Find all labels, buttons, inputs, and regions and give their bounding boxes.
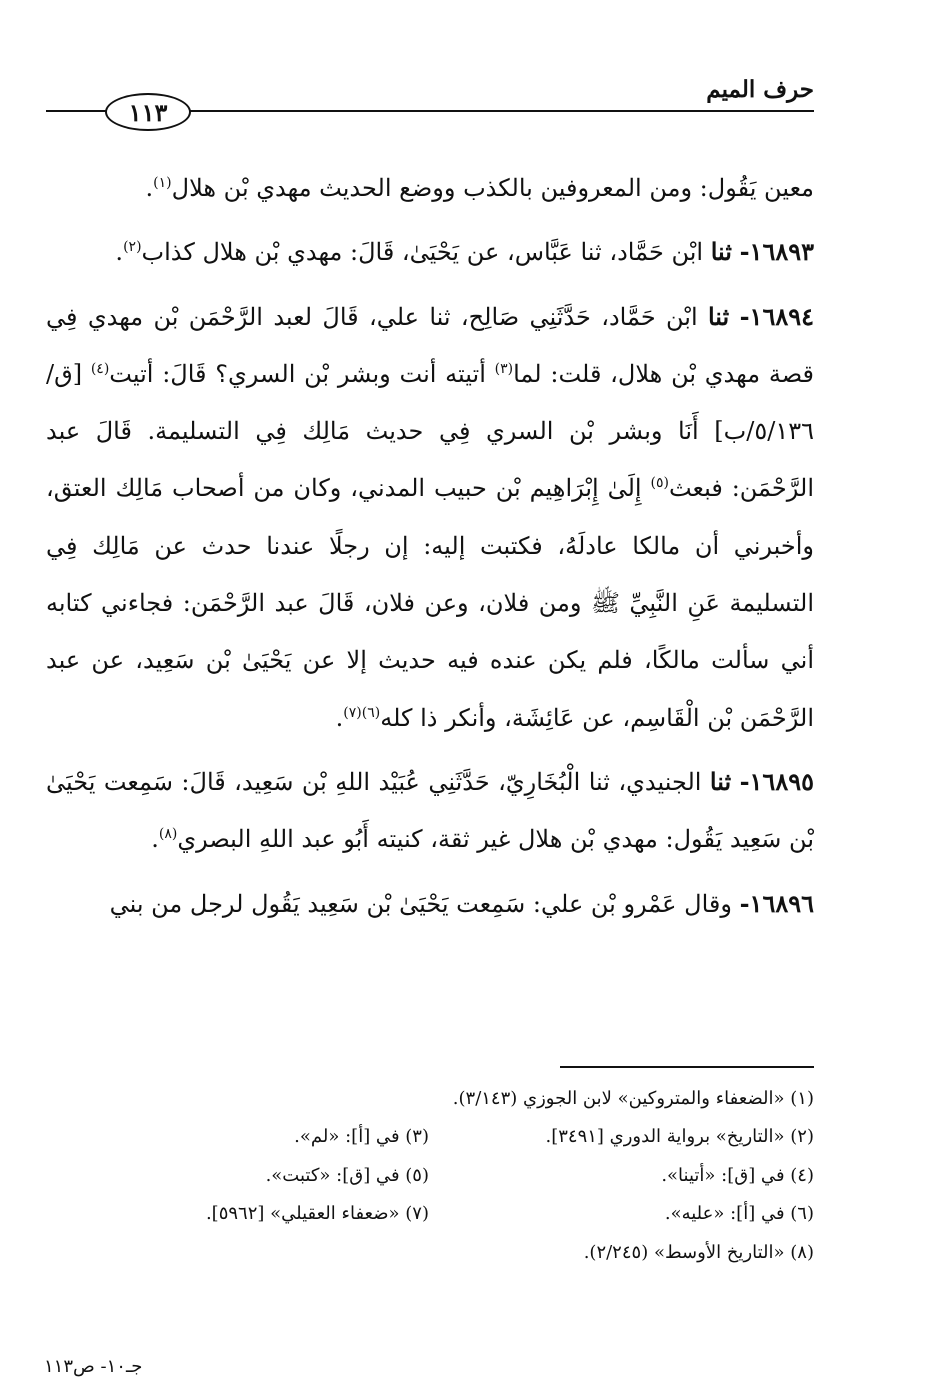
paragraph <box>46 875 814 933</box>
footnote-row <box>46 1157 814 1195</box>
main-text <box>46 160 814 939</box>
page-number: ١١٣ <box>128 97 168 127</box>
paragraph: ١٦٨٩٤- ثنا ابْن حَمَّاد، حَدَّثَنِي صَالِح، ثنا علي، قَالَ لعبد الرَّحْمَن بْن مهدي فِي قصة مهدي بْن هلال، قلت: لما$^{(٣)}$ أتيته أنت وبشر بْن السري؟ قَالَ: أتيت$^{(٤)}$ [ق/٥/١٣٦/ب] أَنَا وبشر بْن السري فِي حديث مَالِك فِي التسليمة. قَالَ عبد الرَّحْمَن: فبعث$^{(٥)}$ إِلَىٰ إِبْرَاهِيم بْن حبيب المدني، وكان من أصحاب مَالِك العتق، وأخبرني أن مالكا عادلَهُ، فكتبت إليه: إن رجلًا عندنا حدث عن مَالِك فِي التسليمة عَنِ النَّبِيِّ ﷺ ومن فلان، وعن فلان، قَالَ عبد الرَّحْمَن: فجاءني كتابه أني سألت مالكًا، فلم يكن عنده فيه حديث إلا عن يَحْيَىٰ بْن سَعِيد، عن عبد الرَّحْمَن بْن الْقَاسِم، عن عَائِشَة، وأنكر ذا كله$^{(٦)(٧)}$. <box>46 301 814 732</box>
footnote-row <box>46 1234 814 1272</box>
narration-keyword: ثنا <box>707 301 730 331</box>
paragraph-text: معين يَقُول: ومن المعروفين بالكذب ووضع الحديث مهدي بْن هلال <box>171 174 814 202</box>
paragraph-text: وقال عَمْرو بْن علي: سَمِعت يَحْيَىٰ بْن سَعِيد يَقُول لرجل من بني <box>109 889 732 918</box>
paragraph-text: ابْن حَمَّاد، ثنا عَبَّاس، عن يَحْيَىٰ، قَالَ: مهدي بْن هلال كذاب <box>141 238 704 267</box>
footnote-row <box>46 1195 814 1233</box>
footnote-row <box>46 1080 814 1118</box>
hadith-number: ١٦٨٩٤- <box>739 301 814 331</box>
paragraph: معين يَقُول: ومن المعروفين بالكذب ووضع الحديث مهدي بْن هلال$^{(١)}$. <box>145 174 814 202</box>
paragraph: ١٦٨٩٣- ثنا ابْن حَمَّاد، ثنا عَبَّاس، عن يَحْيَىٰ، قَالَ: مهدي بْن هلال كذاب$^{(٢)}$. <box>115 237 814 267</box>
paragraph-text: إِلَىٰ إِبْرَاهِيم بْن حبيب المدني، وكان من أصحاب مَالِك العتق، وأخبرني أن مالكا عادلَهُ، فكتبت إليه: إن رجلًا عندنا حدث عن مَالِك فِي التسليمة عَنِ النَّبِيِّ ﷺ ومن فلان، وعن فلان، قَالَ عبد الرَّحْمَن: فجاءني كتابه أني سألت مالكًا، فلم يكن عنده فيه حديث إلا عن يَحْيَىٰ بْن سَعِيد، عن عبد الرَّحْمَن بْن الْقَاسِم، عن عَائِشَة، وأنكر ذا كله <box>46 474 814 732</box>
footnote-ref: (٤) <box>90 360 110 377</box>
paragraph-text: [ق/٥/١٣٦/ب] أَنَا وبشر بْن السري فِي حديث مَالِك فِي التسليمة. قَالَ عبد الرَّحْمَن: فبعث <box>46 359 814 503</box>
narration-keyword: ثنا <box>709 766 732 796</box>
footnote: (٢) «التاريخ» برواية الدوري [٣٤٩١]. <box>545 1126 814 1148</box>
footnote: (٣) في [أ]: «لم». <box>294 1126 429 1148</box>
footnote-ref: (٣) <box>494 360 514 377</box>
footnote-ref: (٦)(٧) <box>343 704 381 721</box>
footnote: (٨) «التاريخ الأوسط» (٢/٢٤٥). <box>583 1241 814 1263</box>
footnote: (٧) «ضعفاء العقيلي» [٥٩٦٢]. <box>205 1203 429 1225</box>
paragraph-text: الجنيدي، ثنا الْبُخَارِيّ، حَدَّثَنِي عُبَيْد اللهِ بْن سَعِيد، قَالَ: سَمِعت يَحْيَىٰ بْن سَعِيد يَقُول: مهدي بْن هلال غير ثقة، كنيته أَبُو عبد اللهِ البصري <box>46 767 814 854</box>
footnote-rule <box>560 1066 814 1068</box>
footnote-ref: (٢) <box>123 239 142 256</box>
hadith-number: ١٦٨٩٦- <box>739 888 814 918</box>
page-number-badge <box>105 93 191 131</box>
paragraph-text: أتيته أنت وبشر بْن السري؟ قَالَ: أتيت <box>109 359 486 388</box>
narration-keyword: ثنا <box>710 237 732 267</box>
running-header-title: حرف الميم <box>706 76 814 103</box>
footnote-ref: (٥) <box>650 475 669 492</box>
footnote-ref: (٨) <box>158 826 178 843</box>
paragraph: ١٦٨٩٥- ثنا الجنيدي، ثنا الْبُخَارِيّ، حَدَّثَنِي عُبَيْد اللهِ بْن سَعِيد، قَالَ: سَمِعت يَحْيَىٰ بْن سَعِيد يَقُول: مهدي بْن هلال غير ثقة، كنيته أَبُو عبد اللهِ البصري$^{(٨)}$. <box>46 766 814 854</box>
footnote: (٥) في [ق]: «كتبت». <box>265 1164 429 1186</box>
paragraph-text: ابْن حَمَّاد، حَدَّثَنِي صَالِح، ثنا علي، قَالَ لعبد الرَّحْمَن بْن مهدي فِي قصة مهدي بْن هلال، قلت: لما <box>46 302 814 388</box>
footnote: (٤) في [ق]: «أتينا». <box>661 1164 814 1186</box>
footnote: (٦) في [أ]: «عليه». <box>664 1203 814 1225</box>
footnotes <box>46 1080 814 1272</box>
footnote-ref: (١) <box>153 175 172 191</box>
footnote-row <box>46 1118 814 1156</box>
hadith-number: ١٦٨٩٥- <box>739 766 814 796</box>
volume-page-mark: جـ١٠- ص١١٣ <box>44 1356 143 1377</box>
hadith-number: ١٦٨٩٣- <box>739 237 814 267</box>
footnote: (١) «الضعفاء والمتروكين» لابن الجوزي (٣/١٤٣). <box>452 1088 814 1109</box>
